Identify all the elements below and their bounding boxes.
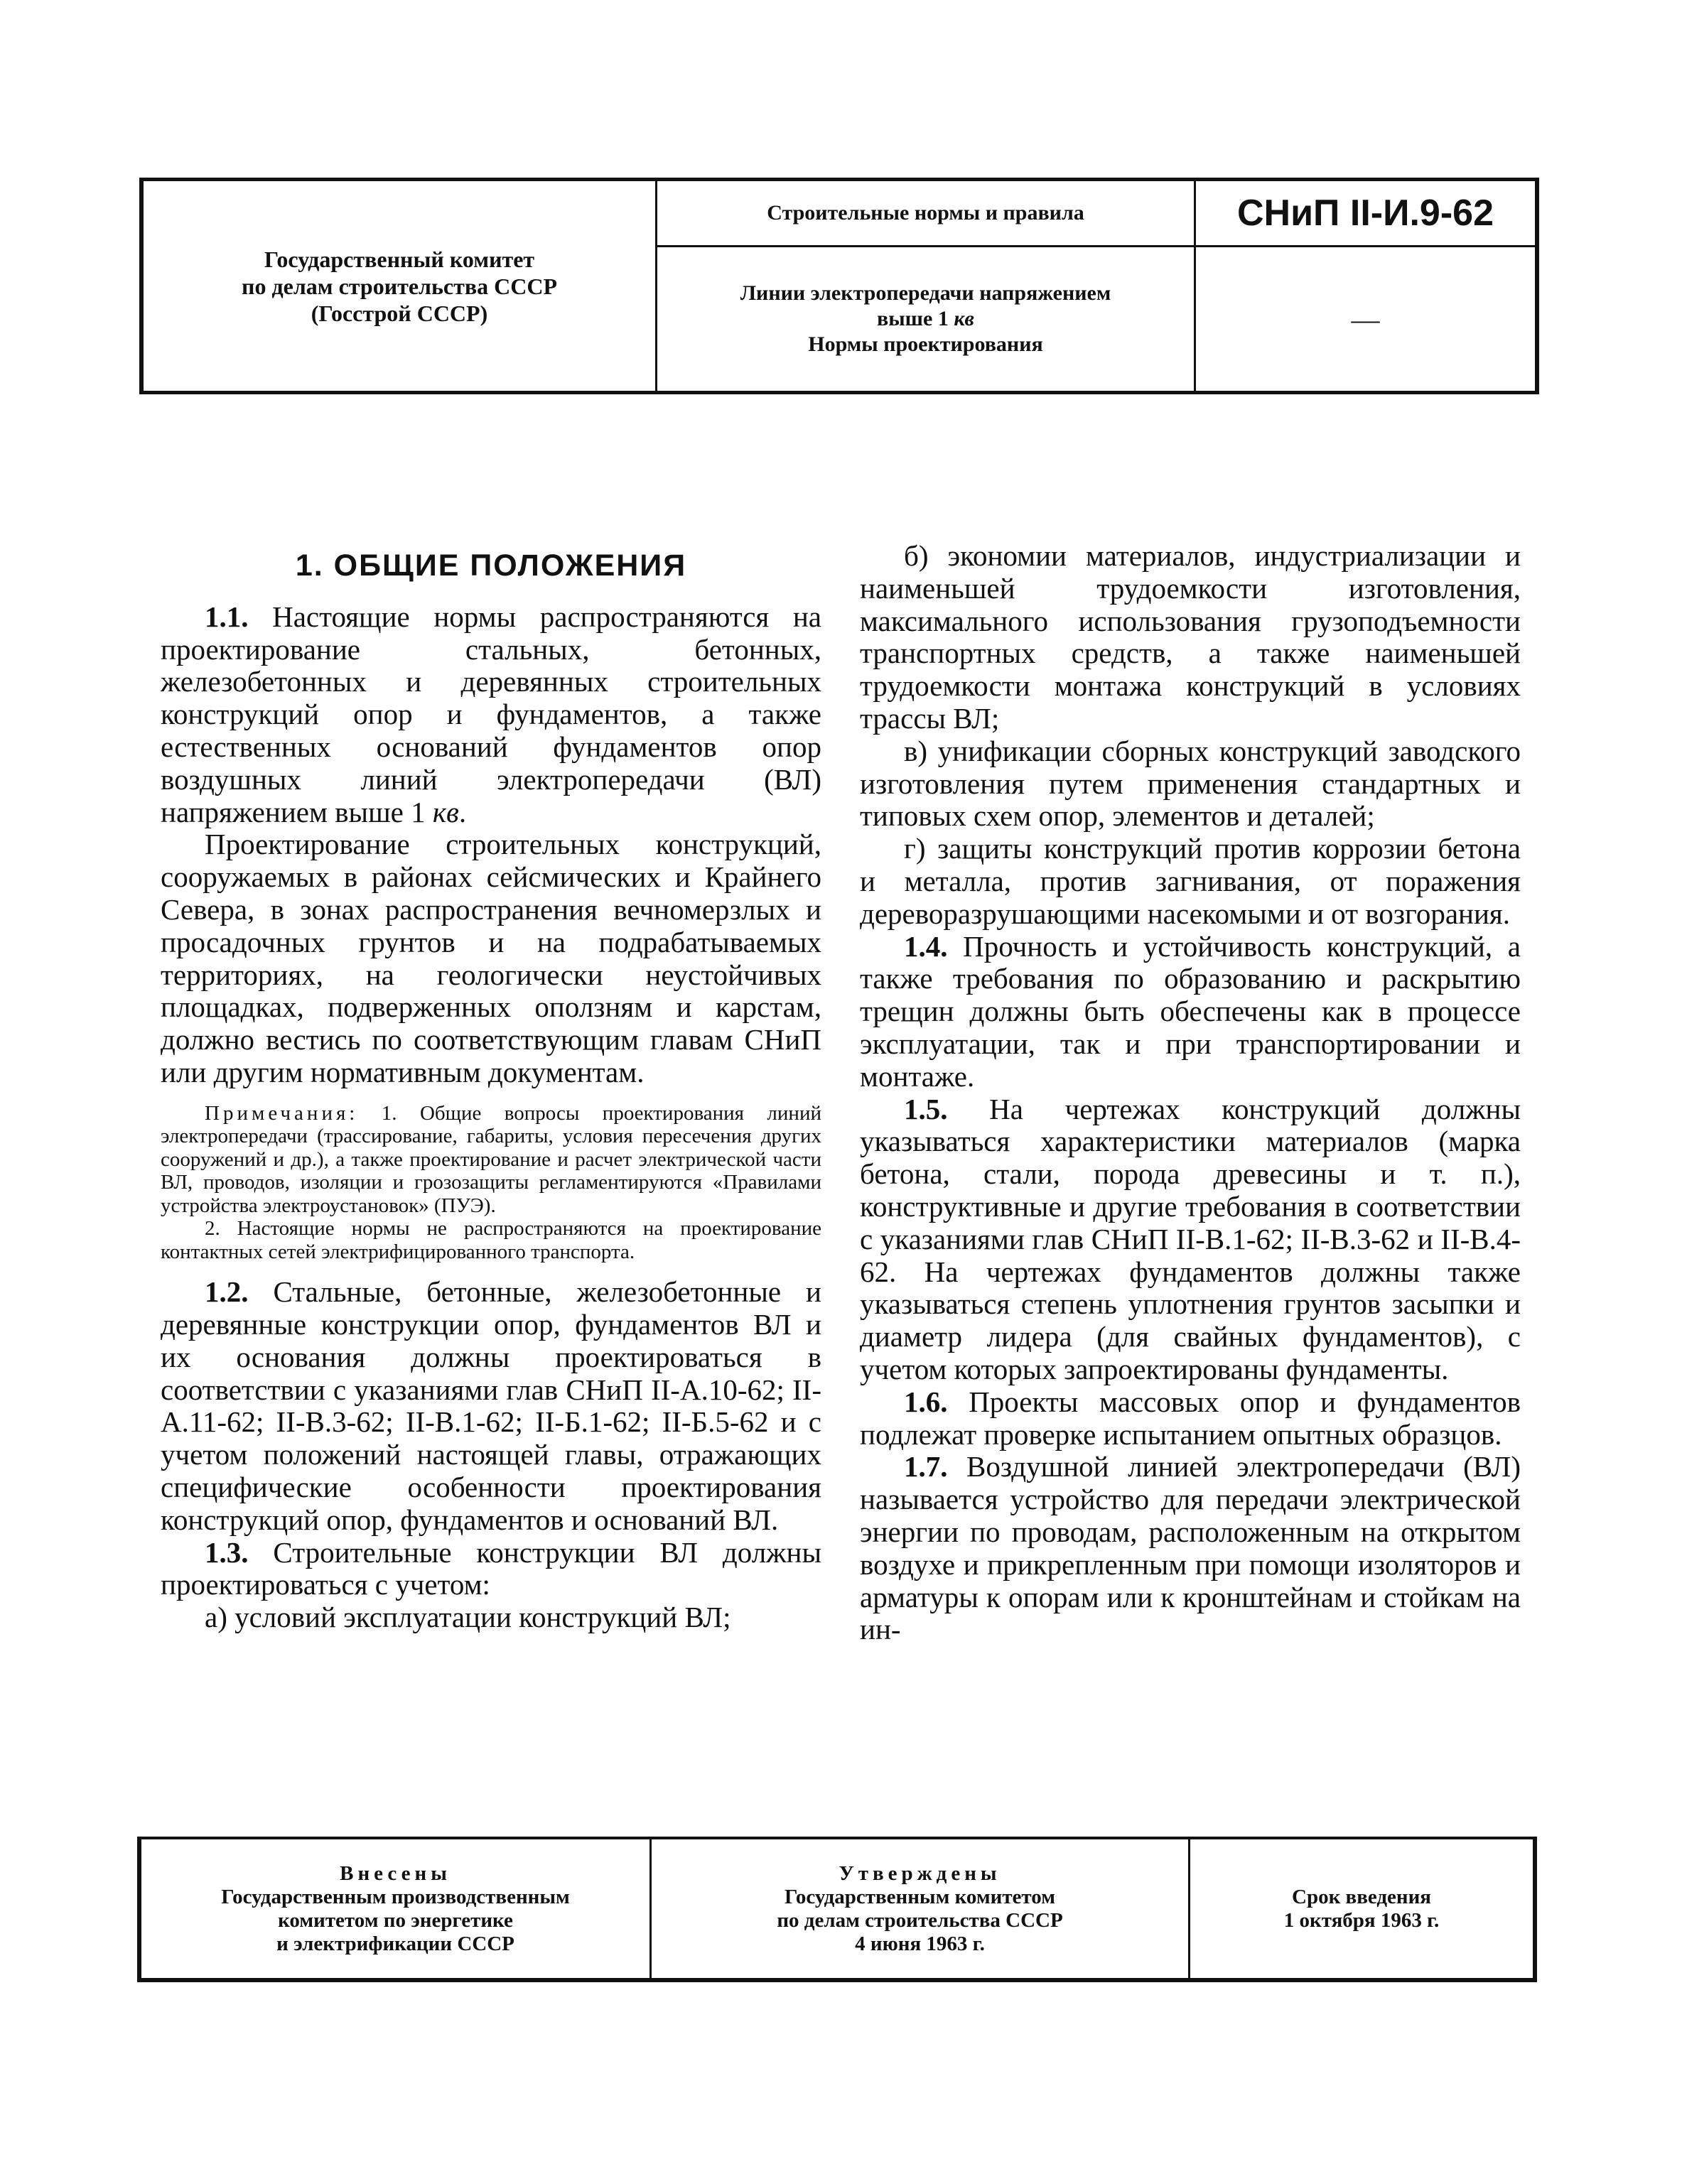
section-title: 1. ОБЩИЕ ПОЛОЖЕНИЯ <box>295 548 687 583</box>
clause-number: 1.2. <box>205 1275 249 1309</box>
approved-by <box>652 1839 1190 1978</box>
header-middle <box>657 181 1196 391</box>
title-unit: кв <box>954 307 974 330</box>
left-column <box>161 540 821 1634</box>
footer-table <box>137 1837 1537 1982</box>
clause-text: Стальные, бетонные, железобетонные и деревянные конструкции опор, фундаментов ВЛ и их основания должны проектироваться в соответствии с указаниями глав СНиП II-А.10-62; II-А.11-62; II-В.3-62; II-В.1-62; II-Б.1-62; II-Б.5-62 и с учетом положений настоящей главы, отражающих специфические особенности проектирования конструкций опор, фундаментов и оснований ВЛ. <box>161 1275 821 1536</box>
header-right <box>1196 181 1535 391</box>
title-line-3: Нормы проектирования <box>808 333 1043 356</box>
replaces-field: — <box>1351 303 1380 335</box>
right-column <box>860 540 1521 1646</box>
issuing-organization <box>144 181 657 391</box>
submitted-line-3: и электрификации СССР <box>276 1932 514 1955</box>
effective-value: 1 октября 1963 г. <box>1283 1908 1440 1932</box>
item-g: г) защиты конструкций против коррозии бетона и металла, против загнивания, от поражения дереворазрушающими насекомыми и от возгорания. <box>860 832 1521 930</box>
title-line-1: Линии электропередачи напряжением <box>740 281 1111 305</box>
clause-end: . <box>458 795 467 828</box>
note-1 <box>161 1102 821 1218</box>
clause-text: Прочность и устойчивость конструкций, а также требования по образованию и раскрытию трещин должны быть обеспечены как в процессе эксплуатации, так и при транспортировании и монтаже. <box>860 929 1521 1093</box>
item-v: в) унификации сборных конструкций заводского изготовления путем применения стандартных и типовых схем опор, элементов и деталей; <box>860 734 1521 833</box>
header-table <box>139 178 1539 394</box>
approved-line-2: по делам строительства СССР <box>777 1908 1063 1932</box>
clause-number: 1.4. <box>904 929 948 963</box>
submitted-by <box>141 1839 652 1978</box>
submitted-line-1: Государственным производственным <box>221 1885 570 1908</box>
paragraph-1-3 <box>161 1537 821 1602</box>
clause-number: 1.3. <box>205 1535 249 1569</box>
clause-text: На чертежах конструкций должны указываться характеристики материалов (марка бетона, стали, порода древесины и т. п.), конструктивные и другие требования в соответствии с указаниями глав СНиП II-В.1-62; II-В.3-62 и II-В.4-62. На чертежах фундаментов должны также указываться степень уплотнения грунтов засыпки и диаметр лидера (для свайных фундаментов), с учетом которых запроектированы фундаменты. <box>860 1092 1521 1385</box>
clause-number: 1.1. <box>205 600 249 633</box>
title-line-2 <box>877 306 974 332</box>
approved-line-1: Государственным комитетом <box>785 1885 1055 1908</box>
submitted-line-2: комитетом по энергетике <box>278 1908 513 1932</box>
item-b: б) экономии материалов, индустриализации и наименьшей трудоемкости изготовления, максимального использования грузоподъемности транспортных средств, а также наименьшей трудоемкости монтажа конструкций в условиях трассы ВЛ; <box>860 539 1521 735</box>
note-label: Примечания: <box>205 1101 359 1125</box>
paragraph-1-7 <box>860 1451 1521 1646</box>
paragraph-1-5 <box>860 1093 1521 1386</box>
paragraph-1-1 <box>161 601 821 829</box>
submitted-heading: Внесены <box>340 1861 451 1885</box>
org-line-1: Государственный комитет <box>264 246 535 272</box>
clause-number: 1.5. <box>904 1092 948 1125</box>
unit-kv: кв <box>432 795 459 828</box>
org-line-3: (Госстрой СССР) <box>311 300 488 326</box>
notes-block <box>161 1102 821 1264</box>
title-line-2-text: выше 1 <box>877 307 954 330</box>
item-a: а) условий эксплуатации конструкций ВЛ; <box>205 1601 731 1634</box>
effective-date <box>1190 1839 1533 1978</box>
paragraph-1-1-continued: Проектирование строительных конструкций, сооружаемых в районах сейсмических и Крайнего Севера, в зонах распространения вечномерзлых и просадочных грунтов и на подрабатываемых территориях, на геологически неустойчивых площадках, подверженных оползням и карстам, должно вестись по соответствующим главам СНиП или другим нормативным документам. <box>161 828 821 1088</box>
clause-text: Воздушной линией электропередачи (ВЛ) называется устройство для передачи электрической энергии по проводам, расположенным на открытом воздухе и прикрепленным при помощи изоляторов и арматуры к опорам или к кронштейнам и стойкам на ин- <box>860 1450 1521 1646</box>
approved-date: 4 июня 1963 г. <box>855 1932 985 1955</box>
paragraph-1-2 <box>161 1276 821 1536</box>
paragraph-1-6 <box>860 1386 1521 1452</box>
effective-label: Срок введения <box>1292 1885 1431 1908</box>
document-title <box>657 247 1194 391</box>
paragraph-1-4 <box>860 931 1521 1093</box>
note-1-text: 1. Общие вопросы проектирования линий электропередачи (трассирование, габариты, условия пересечения других сооружений и др.), а также проектирование и расчет электрической части ВЛ, проводов, изоляции и грозозащиты регламентируются «Правилами устройства электроустановок» (ПУЭ). <box>161 1101 821 1217</box>
org-line-2: по делам строительства СССР <box>242 273 557 299</box>
clause-number: 1.7. <box>904 1450 948 1483</box>
note-2: 2. Настоящие нормы не распространяются на проектирование контактных сетей электрифицированного транспорта. <box>161 1217 821 1263</box>
approved-heading: Утверждены <box>839 1861 1001 1885</box>
clause-text: Настоящие нормы распространяются на проектирование стальных, бетонных, железобетонных и деревянных строительных конструкций опор и фундаментов, а также естественных оснований фундаментов опор воздушных линий электропередачи (ВЛ) напряжением выше 1 <box>161 600 821 828</box>
clause-number: 1.6. <box>904 1385 948 1418</box>
clause-text: Строительные конструкции ВЛ должны проектироваться с учетом: <box>161 1535 821 1601</box>
clause-text: Проекты массовых опор и фундаментов подлежат проверке испытанием опытных образцов. <box>860 1385 1521 1451</box>
document-code: СНиП II-И.9-62 <box>1196 181 1535 247</box>
document-category: Строительные нормы и правила <box>657 181 1194 247</box>
